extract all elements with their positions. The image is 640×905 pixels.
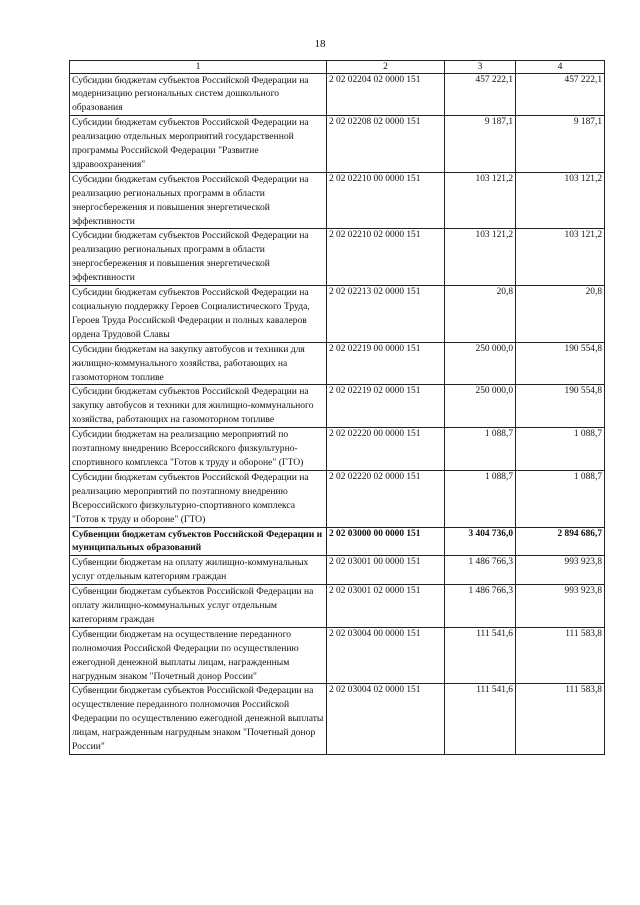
row-value-actual: 111 583,8 bbox=[516, 627, 605, 684]
column-header-1: 1 bbox=[70, 61, 327, 74]
header-row bbox=[70, 61, 605, 74]
row-value-actual: 111 583,8 bbox=[516, 684, 605, 755]
table-row bbox=[70, 172, 605, 229]
row-name: Субвенции бюджетам субъектов Российской Федерации на оплату жилищно-коммунальных услуг отдельным категориям граждан bbox=[70, 585, 327, 628]
row-code: 2 02 03004 00 0000 151 bbox=[327, 627, 445, 684]
row-name: Субсидии бюджетам субъектов Российской Федерации на закупку автобусов и техники для жилищно-коммунального хозяйства, работающих на газомоторном топливе bbox=[70, 385, 327, 428]
row-value-plan: 111 541,6 bbox=[445, 627, 516, 684]
row-value-actual: 190 554,8 bbox=[516, 385, 605, 428]
row-name: Субсидии бюджетам субъектов Российской Федерации на реализацию региональных программ в области энергосбережения и повышения энергетической эффективности bbox=[70, 229, 327, 286]
row-name: Субсидии бюджетам субъектов Российской Федерации на модернизацию региональных систем дошкольного образования bbox=[70, 73, 327, 116]
table-row bbox=[70, 342, 605, 385]
table-row bbox=[70, 286, 605, 343]
row-value-plan: 103 121,2 bbox=[445, 172, 516, 229]
row-value-plan: 250 000,0 bbox=[445, 385, 516, 428]
row-name: Субвенции бюджетам на оплату жилищно-коммунальных услуг отдельным категориям граждан bbox=[70, 556, 327, 585]
row-value-plan: 250 000,0 bbox=[445, 342, 516, 385]
row-code: 2 02 02220 02 0000 151 bbox=[327, 470, 445, 527]
column-header-4: 4 bbox=[516, 61, 605, 74]
row-code: 2 02 02210 00 0000 151 bbox=[327, 172, 445, 229]
row-code: 2 02 02219 02 0000 151 bbox=[327, 385, 445, 428]
row-name: Субвенции бюджетам субъектов Российской Федерации и муниципальных образований bbox=[70, 527, 327, 556]
row-value-actual: 1 088,7 bbox=[516, 428, 605, 471]
row-code: 2 02 02204 02 0000 151 bbox=[327, 73, 445, 116]
row-name: Субвенции бюджетам на осуществление переданного полномочия Российской Федерации по осуществлению ежегодной денежной выплаты лицам, награжденным нагрудным знаком "Почетный донор России" bbox=[70, 627, 327, 684]
table-row bbox=[70, 556, 605, 585]
page-number: 18 bbox=[314, 38, 326, 50]
row-value-actual: 1 088,7 bbox=[516, 470, 605, 527]
row-value-plan: 9 187,1 bbox=[445, 116, 516, 173]
row-code: 2 02 03001 02 0000 151 bbox=[327, 585, 445, 628]
row-value-plan: 103 121,2 bbox=[445, 229, 516, 286]
table-row bbox=[70, 627, 605, 684]
row-name: Субсидии бюджетам субъектов Российской Федерации на социальную поддержку Героев Социалистического Труда, Героев Труда Российской Федерации и полных кавалеров ордена Трудовой Славы bbox=[70, 286, 327, 343]
row-name: Субсидии бюджетам на реализацию мероприятий по поэтапному внедрению Всероссийского физкультурно-спортивного комплекса "Готов к труду и обороне" (ГТО) bbox=[70, 428, 327, 471]
table-row bbox=[70, 428, 605, 471]
row-code: 2 02 02219 00 0000 151 bbox=[327, 342, 445, 385]
row-value-actual: 9 187,1 bbox=[516, 116, 605, 173]
table-row bbox=[70, 684, 605, 755]
row-value-actual: 457 222,1 bbox=[516, 73, 605, 116]
row-value-plan: 1 486 766,3 bbox=[445, 585, 516, 628]
row-code: 2 02 03000 00 0000 151 bbox=[327, 527, 445, 556]
row-code: 2 02 02208 02 0000 151 bbox=[327, 116, 445, 173]
row-code: 2 02 02220 00 0000 151 bbox=[327, 428, 445, 471]
row-value-plan: 1 088,7 bbox=[445, 428, 516, 471]
row-value-plan: 457 222,1 bbox=[445, 73, 516, 116]
table-row bbox=[70, 585, 605, 628]
column-header-3: 3 bbox=[445, 61, 516, 74]
table-row bbox=[70, 527, 605, 556]
row-value-actual: 190 554,8 bbox=[516, 342, 605, 385]
table-row bbox=[70, 73, 605, 116]
row-code: 2 02 02213 02 0000 151 bbox=[327, 286, 445, 343]
row-value-actual: 993 923,8 bbox=[516, 556, 605, 585]
row-code: 2 02 02210 02 0000 151 bbox=[327, 229, 445, 286]
row-value-actual: 20,8 bbox=[516, 286, 605, 343]
row-name: Субсидии бюджетам субъектов Российской Федерации на реализацию региональных программ в области энергосбережения и повышения энергетической эффективности bbox=[70, 172, 327, 229]
row-name: Субсидии бюджетам на закупку автобусов и техники для жилищно-коммунального хозяйства, работающих на газомоторном топливе bbox=[70, 342, 327, 385]
column-header-2: 2 bbox=[327, 61, 445, 74]
row-value-plan: 1 486 766,3 bbox=[445, 556, 516, 585]
row-value-plan: 1 088,7 bbox=[445, 470, 516, 527]
row-value-actual: 2 894 686,7 bbox=[516, 527, 605, 556]
table-row bbox=[70, 470, 605, 527]
table-row bbox=[70, 116, 605, 173]
table-body bbox=[70, 73, 605, 755]
row-name: Субсидии бюджетам субъектов Российской Федерации на реализацию мероприятий по поэтапному внедрению Всероссийского физкультурно-спортивного комплекса "Готов к труду и обороне" (ГТО) bbox=[70, 470, 327, 527]
row-value-plan: 111 541,6 bbox=[445, 684, 516, 755]
row-name: Субсидии бюджетам субъектов Российской Федерации на реализацию отдельных мероприятий государственной программы Российской Федерации "Развитие здравоохранения" bbox=[70, 116, 327, 173]
row-code: 2 02 03004 02 0000 151 bbox=[327, 684, 445, 755]
row-value-actual: 103 121,2 bbox=[516, 229, 605, 286]
table-row bbox=[70, 229, 605, 286]
row-name: Субвенции бюджетам субъектов Российской Федерации на осуществление переданного полномочия Российской Федерации по осуществлению ежегодной денежной выплаты лицам, награжденным нагрудным знаком "Почетный донор России" bbox=[70, 684, 327, 755]
table-row bbox=[70, 385, 605, 428]
row-code: 2 02 03001 00 0000 151 bbox=[327, 556, 445, 585]
budget-table bbox=[69, 60, 605, 755]
row-value-actual: 993 923,8 bbox=[516, 585, 605, 628]
row-value-plan: 3 404 736,0 bbox=[445, 527, 516, 556]
row-value-plan: 20,8 bbox=[445, 286, 516, 343]
row-value-actual: 103 121,2 bbox=[516, 172, 605, 229]
